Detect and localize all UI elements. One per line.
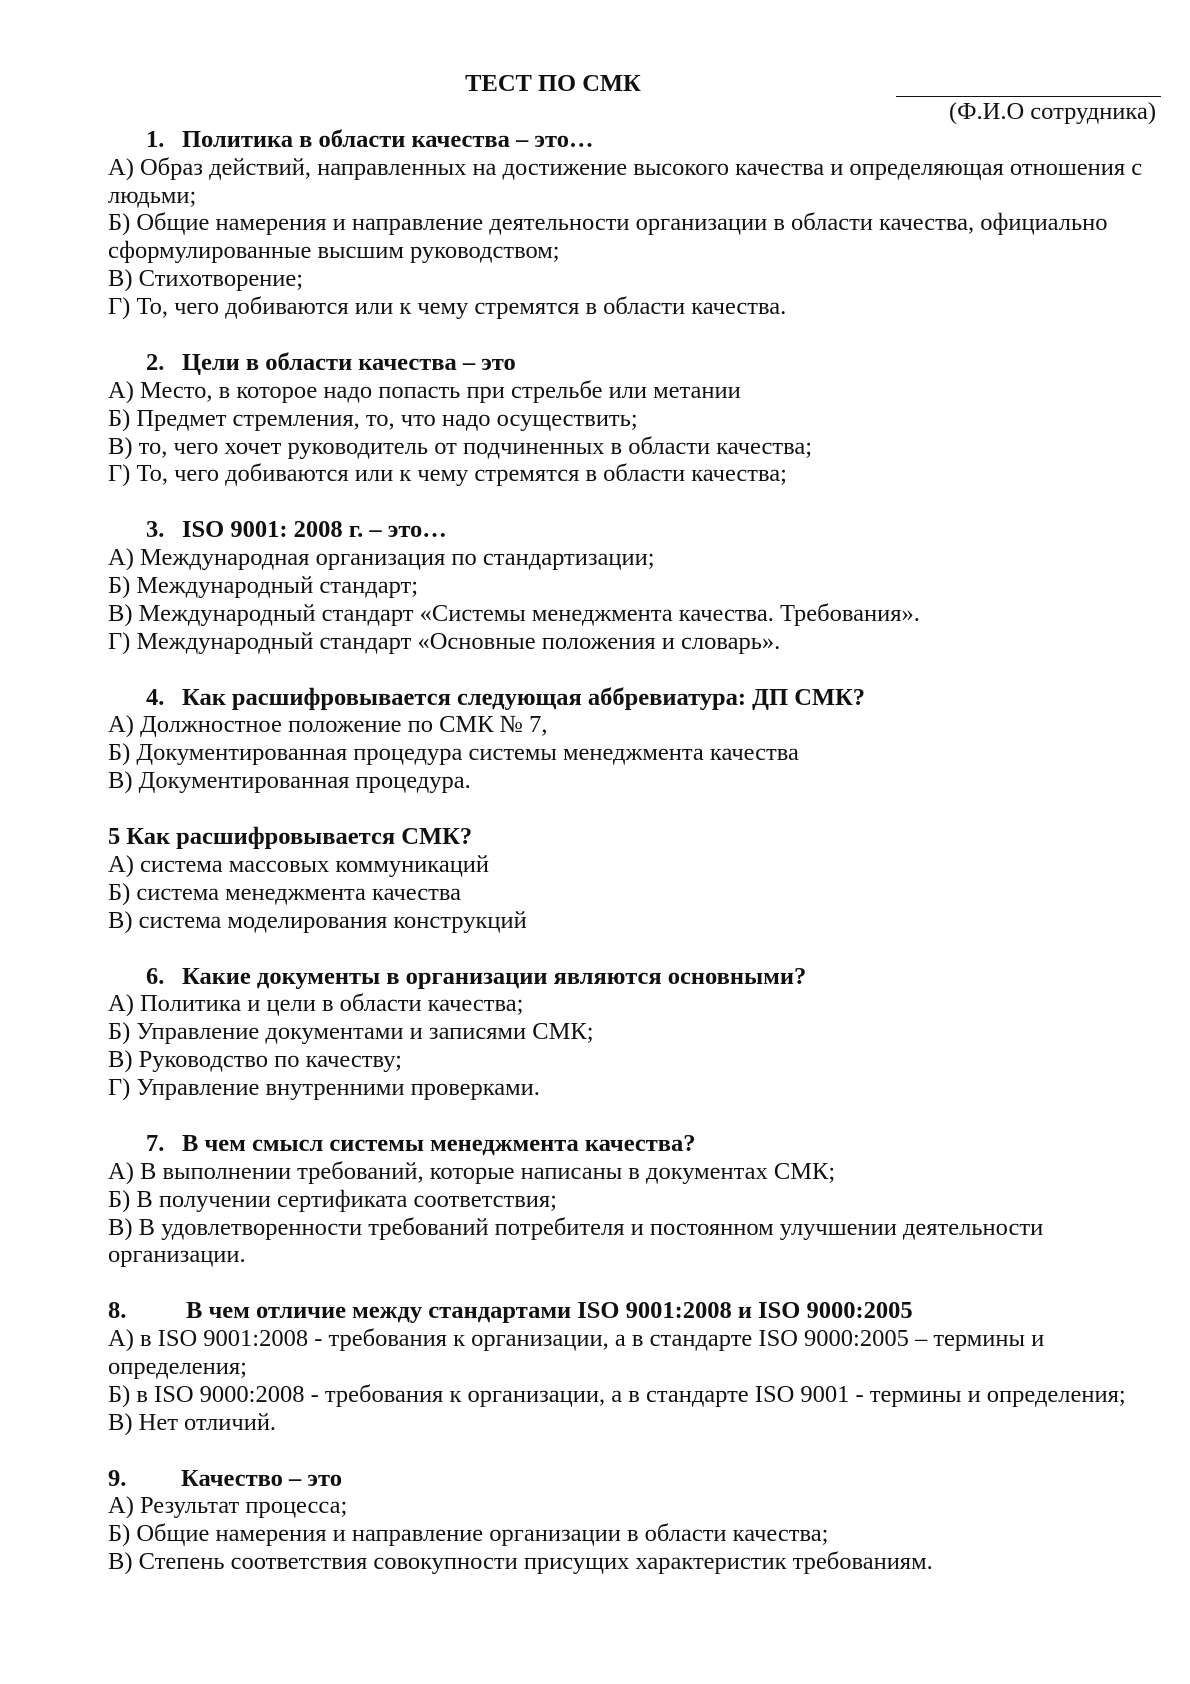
question-number: 4.: [146, 683, 165, 711]
answer-option: Б) В получении сертификата соответствия;: [108, 1185, 557, 1213]
spacer: [108, 488, 1168, 516]
answer-option: В) Международный стандарт «Системы менеджмента качества. Требования».: [108, 599, 920, 627]
signature-line: [896, 96, 1161, 97]
question-text: Политика в области качества – это…: [182, 125, 594, 153]
question-text: Как расшифровывается следующая аббревиатура: ДП СМК?: [182, 683, 866, 711]
question-text: В чем отличие между стандартами ISO 9001:2008 и ISO 9000:2005: [186, 1297, 913, 1325]
answer-option: В) Нет отличий.: [108, 1408, 277, 1436]
questions-list: [108, 126, 1168, 1576]
answer-option: В) система моделирования конструкций: [108, 906, 527, 934]
answer-option: Г) То, чего добиваются или к чему стремятся в области качества.: [108, 293, 787, 321]
question-block: [108, 656, 1168, 795]
spacer: [108, 321, 1168, 349]
question-heading: [108, 349, 1168, 377]
answer-option: сформулированные высшим руководством;: [108, 237, 560, 265]
spacer: [108, 795, 1168, 823]
spacer: [108, 1437, 1168, 1465]
answer-option: Г) Международный стандарт «Основные положения и словарь».: [108, 627, 781, 655]
question-text: ISO 9001: 2008 г. – это…: [182, 516, 447, 544]
answer-option: А) система массовых коммуникаций: [108, 850, 490, 878]
question-text: Как расшифровывается СМК?: [126, 823, 473, 851]
question-heading: [108, 1130, 1168, 1158]
question-heading: [108, 963, 1168, 991]
question-block: [108, 488, 1168, 655]
question-heading: [108, 1465, 1168, 1493]
answer-option: определения;: [108, 1352, 247, 1380]
answer-option: В) Степень соответствия совокупности присущих характеристик требованиям.: [108, 1548, 933, 1576]
question-block: [108, 1102, 1168, 1269]
answer-option: А) Должностное положение по СМК № 7,: [108, 711, 548, 739]
question-number: 1.: [146, 125, 165, 153]
answer-option: Б) Общие намерения и направление деятельности организации в области качества, официально: [108, 209, 1108, 237]
answer-option: А) Международная организация по стандартизации;: [108, 544, 655, 572]
question-number: 3.: [146, 516, 165, 544]
spacer: [108, 1269, 1168, 1297]
answer-option: Б) Документированная процедура системы менеджмента качества: [108, 739, 799, 767]
answer-option: А) В выполнении требований, которые написаны в документах СМК;: [108, 1157, 836, 1185]
question-number: 2.: [146, 348, 165, 376]
answer-option: Б) в ISO 9000:2008 - требования к организации, а в стандарте ISO 9001 - термины и определения;: [108, 1380, 1126, 1408]
question-number: 6.: [146, 962, 165, 990]
answer-option: Б) Международный стандарт;: [108, 572, 419, 600]
answer-option: организации.: [108, 1241, 246, 1269]
question-heading: [108, 684, 1168, 712]
answer-option: А) Политика и цели в области качества;: [108, 990, 524, 1018]
question-heading: [108, 823, 1168, 851]
question-block: [108, 1437, 1168, 1576]
question-heading: [108, 516, 1168, 544]
question-heading: [108, 1297, 1168, 1325]
answer-option: Г) Управление внутренними проверками.: [108, 1074, 540, 1102]
question-text: Какие документы в организации являются основными?: [182, 962, 807, 990]
answer-option: В) Руководство по качеству;: [108, 1046, 402, 1074]
answer-option: В) Документированная процедура.: [108, 767, 471, 795]
question-heading: [108, 126, 1168, 154]
question-number: 8.: [108, 1297, 127, 1325]
answer-option: людьми;: [108, 181, 197, 209]
answer-option: В) В удовлетворенности требований потребителя и постоянном улучшении деятельности: [108, 1213, 1044, 1241]
answer-option: Б) Предмет стремления, то, что надо осуществить;: [108, 404, 638, 432]
question-block: [108, 1269, 1168, 1436]
document-title: ТЕСТ ПО СМК: [465, 70, 641, 97]
answer-option: А) Результат процесса;: [108, 1492, 348, 1520]
answer-option: Б) Общие намерения и направление организации в области качества;: [108, 1520, 829, 1548]
question-block: [108, 126, 1168, 321]
question-text: Качество – это: [181, 1464, 342, 1492]
question-number: 7.: [146, 1129, 165, 1157]
employee-name-label: (Ф.И.О сотрудника): [949, 97, 1156, 125]
answer-option: А) Образ действий, направленных на достижение высокого качества и определяющая отношения с: [108, 153, 1143, 181]
question-text: В чем смысл системы менеджмента качества?: [182, 1129, 696, 1157]
spacer: [108, 1102, 1168, 1130]
answer-option: А) Место, в которое надо попасть при стрельбе или метании: [108, 376, 741, 404]
answer-option: Б) Управление документами и записями СМК;: [108, 1018, 594, 1046]
spacer: [108, 656, 1168, 684]
spacer: [108, 935, 1168, 963]
question-number: 5: [108, 823, 121, 851]
question-block: [108, 935, 1168, 1102]
question-block: [108, 795, 1168, 934]
answer-option: Г) То, чего добиваются или к чему стремятся в области качества;: [108, 460, 787, 488]
question-block: [108, 321, 1168, 488]
answer-option: В) то, чего хочет руководитель от подчиненных в области качества;: [108, 432, 813, 460]
answer-option: А) в ISO 9001:2008 - требования к организации, а в стандарте ISO 9000:2005 – термины и: [108, 1325, 1045, 1353]
document-page: [108, 70, 1168, 1576]
question-text: Цели в области качества – это: [182, 348, 516, 376]
answer-option: Б) система менеджмента качества: [108, 878, 461, 906]
answer-option: В) Стихотворение;: [108, 265, 304, 293]
question-number: 9.: [108, 1464, 127, 1492]
